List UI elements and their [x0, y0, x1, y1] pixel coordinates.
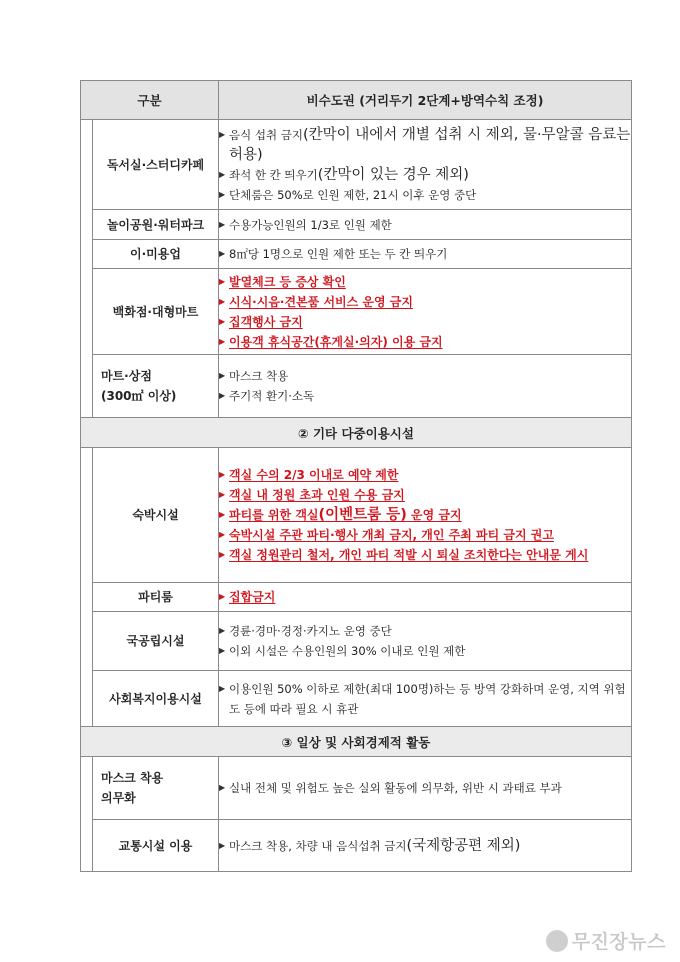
arrow-bullet-icon: ▶	[219, 219, 226, 229]
list-item: ▶ 좌석 한 칸 띄우기(칸막이 있는 경우 제외)	[219, 166, 469, 183]
arrow-bullet-icon: ▶	[219, 169, 226, 179]
table-row	[81, 757, 632, 820]
table-row	[81, 671, 632, 727]
row-content-party-room	[219, 583, 632, 612]
list-item: ▶ 실내 전체 및 위험도 높은 실외 활동에 의무화, 위반 시 과태료 부과	[219, 778, 631, 798]
mountain-logo-icon	[546, 930, 568, 952]
row-label-mart: 마트·상점 (300㎡ 이상)	[93, 355, 219, 418]
row-label-party-room: 파티룸	[93, 583, 219, 612]
list-item: ▶ 주기적 환기·소독	[219, 386, 631, 406]
list-item: ▶ 객실 정원관리 철저, 개인 파티 적발 시 퇴실 조치한다는 안내문 게시	[219, 545, 631, 565]
list-item: ▶ 이용객 휴식공간(휴게실·의자) 이용 금지	[219, 332, 631, 352]
row-label-study-cafe: 독서실·스터디카페	[93, 120, 219, 210]
table-row	[81, 355, 632, 418]
arrow-bullet-icon: ▶	[219, 316, 226, 326]
table-header-row	[81, 81, 632, 120]
list-item: ▶ 시식·시음·견본품 서비스 운영 금지	[219, 292, 631, 312]
list-item: ▶ 수용가능인원의 1/3로 인원 제한	[219, 215, 631, 235]
table-row	[81, 583, 632, 612]
row-label-transport: 교통시설 이용	[93, 820, 219, 872]
table-row	[81, 612, 632, 671]
arrow-bullet-icon: ▶	[219, 626, 226, 635]
table-row	[81, 269, 632, 355]
section-title-daily-activity: ③ 일상 및 사회경제적 활동	[81, 727, 632, 757]
table-row	[81, 820, 632, 872]
table-row	[81, 448, 632, 583]
list-item: ▶ 이용인원 50% 이하로 제한(최대 100명)하는 등 방역 강화하며 운영, 지역 위험도 등에 따라 필요 시 휴관	[219, 679, 631, 719]
arrow-bullet-icon: ▶	[219, 296, 226, 306]
section-header-row	[81, 418, 632, 448]
row-content-beauty-salon	[219, 240, 632, 269]
list-item: ▶ 집합금지	[219, 587, 631, 607]
list-item: ▶ 객실 수의 2/3 이내로 예약 제한	[219, 465, 631, 485]
arrow-bullet-icon: ▶	[219, 490, 226, 499]
section-title-other-facilities: ② 기타 다중이용시설	[81, 418, 632, 448]
row-content-department-store	[219, 269, 632, 355]
indent-cell	[81, 757, 93, 872]
row-label-department-store: 백화점·대형마트	[93, 269, 219, 355]
arrow-bullet-icon: ▶	[219, 550, 226, 559]
regulation-table	[80, 80, 632, 872]
watermark: 무진장뉴스	[546, 927, 666, 954]
list-item: ▶ 파티를 위한 객실(이벤트룸 등) 운영 금지	[219, 507, 462, 523]
arrow-bullet-icon: ▶	[219, 783, 226, 792]
section-header-row	[81, 727, 632, 757]
header-non-capital: 비수도권 (거리두기 2단계+방역수칙 조정)	[219, 81, 632, 120]
row-content-lodging	[219, 448, 632, 583]
row-label-social-welfare: 사회복지이용시설	[93, 671, 219, 727]
list-item: ▶ 마스크 착용, 차량 내 음식섭취 금지(국제항공편 제외)	[219, 837, 521, 854]
arrow-bullet-icon: ▶	[219, 840, 226, 850]
row-label-lodging: 숙박시설	[93, 448, 219, 583]
list-item: ▶ 8㎡당 1명으로 인원 제한 또는 두 칸 띄우기	[219, 244, 631, 264]
list-item: ▶ 숙박시설 주관 파티·행사 개최 금지, 개인 주최 파티 금지 권고	[219, 525, 631, 545]
row-content-public-facility	[219, 612, 632, 671]
row-content-amusement-park	[219, 210, 632, 240]
row-label-beauty-salon: 이·미용업	[93, 240, 219, 269]
table-row	[81, 240, 632, 269]
arrow-bullet-icon: ▶	[219, 249, 226, 258]
arrow-bullet-icon: ▶	[219, 470, 226, 479]
row-label-public-facility: 국공립시설	[93, 612, 219, 671]
row-content-mart	[219, 355, 632, 418]
arrow-bullet-icon: ▶	[219, 646, 226, 655]
indent-cell	[81, 120, 93, 418]
arrow-bullet-icon: ▶	[219, 510, 226, 519]
arrow-bullet-icon: ▶	[219, 129, 226, 139]
arrow-bullet-icon: ▶	[219, 276, 226, 286]
list-item: ▶ 객실 내 정원 초과 인원 수용 금지	[219, 485, 631, 505]
indent-cell	[81, 448, 93, 727]
list-item: ▶ 발열체크 등 증상 확인	[219, 272, 631, 292]
arrow-bullet-icon: ▶	[219, 391, 226, 400]
list-item: ▶ 집객행사 금지	[219, 312, 631, 332]
list-item: ▶ 단체룸은 50%로 인원 제한, 21시 이후 운영 중단	[219, 185, 631, 205]
list-item: ▶ 이외 시설은 수용인원의 30% 이내로 인원 제한	[219, 641, 631, 661]
row-label-mask-mandate: 마스크 착용 의무화	[93, 757, 219, 820]
arrow-bullet-icon: ▶	[219, 530, 226, 539]
header-category: 구분	[81, 81, 219, 120]
row-content-transport	[219, 820, 632, 872]
arrow-bullet-icon: ▶	[219, 189, 226, 199]
list-item: ▶ 음식 섭취 금지(칸막이 내에서 개별 섭취 시 제외, 물·무알콜 음료는 허용)	[219, 126, 631, 163]
row-content-study-cafe	[219, 120, 632, 210]
arrow-bullet-icon: ▶	[219, 371, 226, 380]
table-row	[81, 210, 632, 240]
row-content-mask-mandate	[219, 757, 632, 820]
arrow-bullet-icon: ▶	[219, 683, 226, 693]
row-label-amusement-park: 놀이공원·워터파크	[93, 210, 219, 240]
row-content-social-welfare	[219, 671, 632, 727]
arrow-bullet-icon: ▶	[219, 592, 226, 601]
table-row	[81, 120, 632, 210]
list-item: ▶ 경륜·경마·경정·카지노 운영 중단	[219, 621, 631, 641]
arrow-bullet-icon: ▶	[219, 336, 226, 346]
list-item: ▶ 마스크 착용	[219, 366, 631, 386]
